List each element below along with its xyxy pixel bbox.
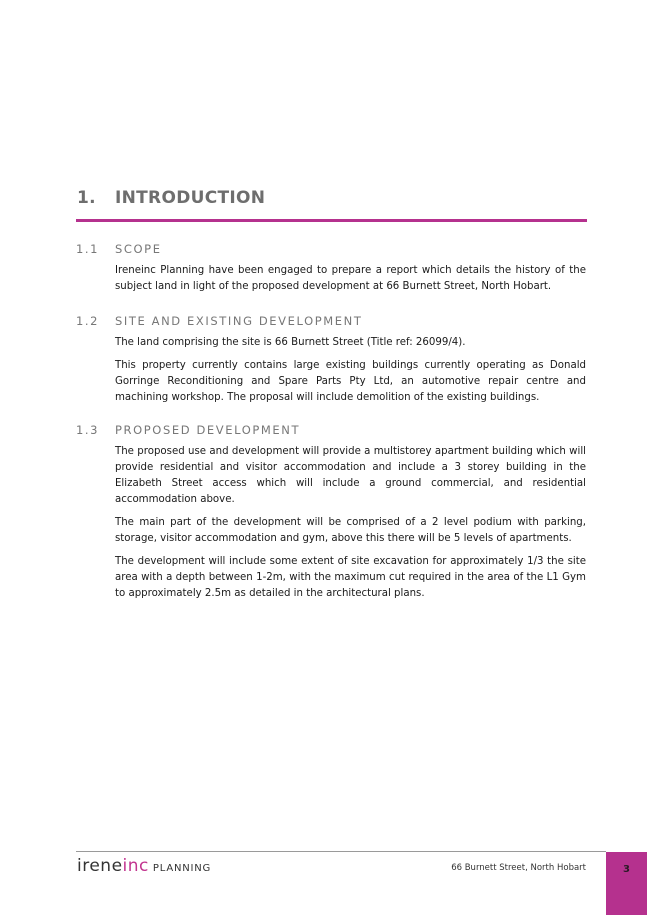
paragraph: The main part of the development will be comprised of a 2 level podium with parking, storage, visitor accommodation and gym, above this there will be 5 levels of apartments.: [115, 517, 586, 544]
paragraph: The proposed use and development will provide a multistorey apartment building which will provide residential and visitor accommodation and include a 3 storey building in the Elizabeth Street access which will include a ground commercial, and residential accommodation above.: [115, 446, 586, 505]
paragraph: This property currently contains large existing buildings currently operating as Donald Gorringe Reconditioning and Spare Parts Pty Ltd, an automotive repair centre and machining workshop. The proposal will include demolition of the existing buildings.: [115, 360, 586, 403]
section-title: SITE AND EXISTING DEVELOPMENT: [115, 314, 363, 328]
section-heading: [76, 314, 586, 328]
logo-irene: irene: [77, 856, 123, 876]
section-heading: [76, 423, 586, 437]
section-heading: [76, 242, 586, 256]
section-proposed: [76, 423, 586, 609]
chapter-title: INTRODUCTION: [115, 188, 266, 208]
logo-planning: PLANNING: [152, 863, 212, 874]
section-title: SCOPE: [115, 242, 162, 256]
section-site: [76, 314, 586, 413]
paragraph: The development will include some extent of site excavation for approximately 1/3 the site area with a depth between 1-2m, with the maximum cut required in the area of the L1 Gym to approximately 2.5m as detailed in the architectural plans.: [115, 556, 586, 599]
footer-logo: [77, 856, 211, 876]
logo-inc: inc: [122, 856, 149, 876]
page-number: 3: [623, 864, 630, 875]
paragraph: The land comprising the site is 66 Burnett Street (Title ref: 26099/4).: [115, 337, 466, 348]
page-number-tab: [606, 852, 647, 915]
section-scope: [76, 242, 586, 302]
section-title: PROPOSED DEVELOPMENT: [115, 423, 301, 437]
chapter-heading: [77, 188, 587, 208]
section-number: 1.1: [76, 242, 100, 256]
paragraph: Ireneinc Planning have been engaged to prepare a report which details the history of the subject land in light of the proposed development at 66 Burnett Street, North Hobart.: [115, 265, 586, 292]
footer-address: 66 Burnett Street, North Hobart: [451, 863, 586, 873]
chapter-number: 1.: [77, 188, 96, 208]
footer-divider: [76, 851, 606, 852]
section-number: 1.2: [76, 314, 100, 328]
section-number: 1.3: [76, 423, 100, 437]
chapter-divider: [76, 219, 587, 222]
